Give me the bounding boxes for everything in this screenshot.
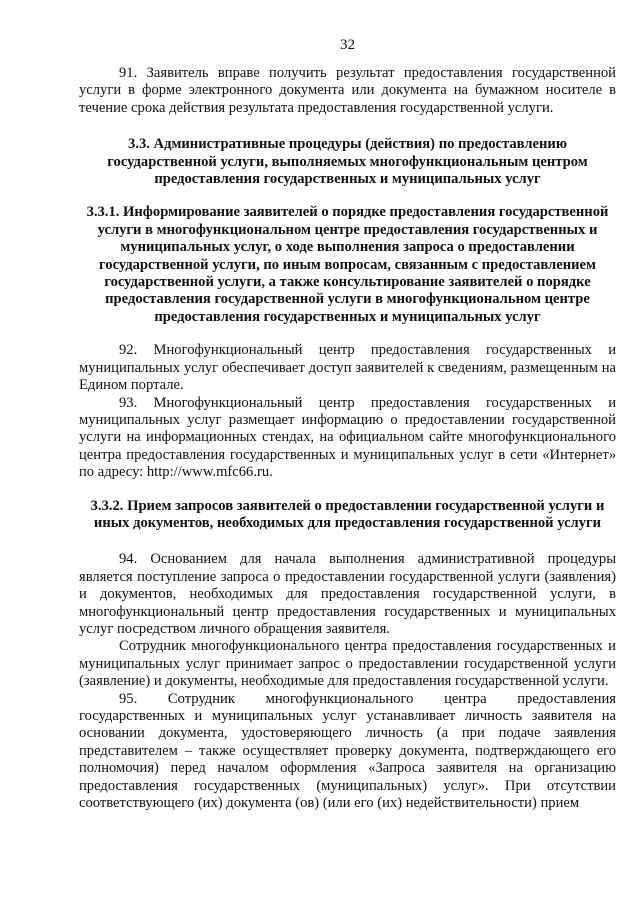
- section-heading-3-3-1: 3.3.1. Информирование заявителей о порядке предоставления государственной услуги в многофункциональном центре предоставления государственных и муниципальных услуг, о ходе выполнения запроса о предоставлении государственной услуги, по иным вопросам, связанным с предоставлением государственной услуги, а также консультирование заявителей о порядке предоставления государственной услуги в многофункциональном центре предоставления государственных и муниципальных услуг: [86, 204, 609, 325]
- paragraph-92: 92. Многофункциональный центр предоставления государственных и муниципальных услуг обеспечивает доступ заявителей к сведениям, размещенным на Едином портале.: [79, 342, 616, 394]
- paragraph-91: 91. Заявитель вправе получить результат предоставления государственной услуги в форме электронного документа или документа на бумажном носителе в течение срока действия результата предоставления государственной услуги.: [79, 65, 616, 116]
- section-heading-3-3: 3.3. Административные процедуры (действия) по предоставлению государственной услуги, выполняемых многофункциональным центром предоставления государственных и муниципальных услуг: [107, 136, 588, 188]
- paragraph-94: 94. Основанием для начала выполнения административной процедуры является поступление запроса о предоставлении государственной услуги (заявления) и документов, необходимых для предоставления государственной услуги, в многофункциональный центр предоставления государственных и муниципальных услуг посредством личного обращения заявителя.: [79, 551, 616, 637]
- paragraph-94-continuation: Сотрудник многофункционального центра предоставления государственных и муниципальных услуг принимает запрос о предоставлении государственной услуги (заявление) и документы, необходимые для предоставления государственной услуги.: [79, 638, 616, 690]
- document-page: [79, 36, 616, 812]
- section-heading-3-3-2: 3.3.2. Прием запросов заявителей о предоставлении государственной услуги и иных документов, необходимых для предоставления государственной услуги: [90, 497, 605, 531]
- paragraph-95: 95. Сотрудник многофункционального центра предоставления государственных и муниципальных услуг устанавливает личность заявителя на основании документа, удостоверяющего личность (а при подаче заявления представителем – также осуществляет проверку документа, подтверждающего его полномочия) перед началом оформления «Запроса заявителя на организацию предоставления государственных (муниципальных) услуг». При отсутствии соответствующего (их) документа (ов) (или его (их) недействительности) прием: [79, 690, 616, 812]
- paragraph-93: 93. Многофункциональный центр предоставления государственных и муниципальных услуг размещает информацию о предоставлении государственной услуги на информационных стендах, на официальном сайте многофункционального центра предоставления государственных и муниципальных услуг в сети «Интернет» по адресу: http://www.mfc66.ru.: [79, 394, 616, 481]
- page-number: 32: [340, 37, 355, 53]
